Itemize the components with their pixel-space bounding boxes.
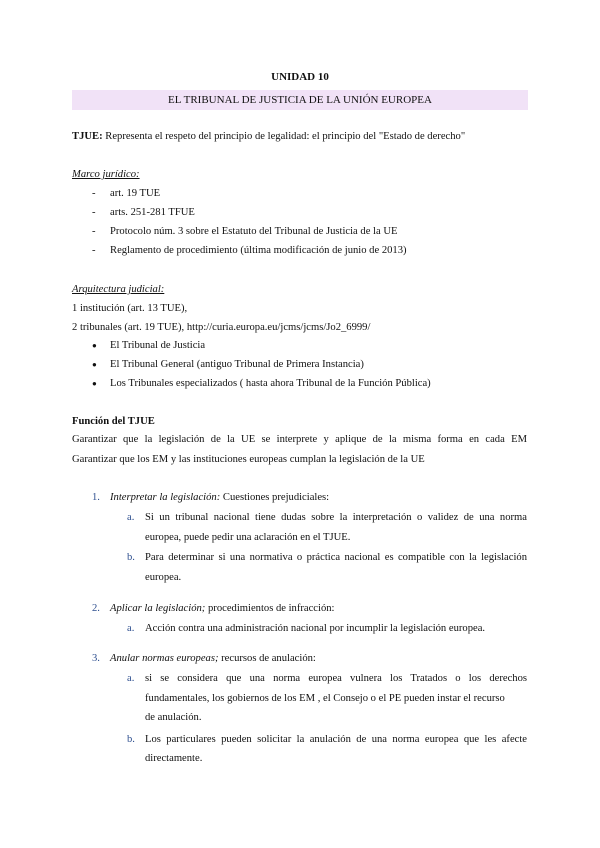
section-subtitle: Cuestiones prejudiciales: (222, 492, 330, 503)
sub-item-line: europea. (145, 572, 182, 583)
section-title: Anular normas europeas; (110, 653, 219, 664)
sub-item-line: Los particulares pueden solicitar la anulación de una norma europea que les afecte (145, 734, 527, 745)
section-number: 3. (92, 653, 100, 664)
section-subtitle: procedimientos de infracción: (208, 603, 335, 614)
section-subtitle: recursos de anulación: (221, 653, 316, 664)
arquitectura-title: Arquitectura judicial: (72, 284, 165, 295)
dash-marker: - (92, 188, 96, 199)
sub-item-line: Para determinar si una normativa o práctica nacional es compatible con la legislación (145, 552, 527, 563)
funcion-line-1: Garantizar que la legislación de la UE se interprete y aplique de la misma forma en cada EM (72, 434, 527, 445)
marco-item-text: Protocolo núm. 3 sobre el Estatuto del Tribunal de Justicia de la UE (110, 226, 398, 237)
arquitectura-line-1: 1 institución (art. 13 TUE), (72, 303, 188, 314)
marco-item-text: Reglamento de procedimiento (última modificación de junio de 2013) (110, 245, 407, 256)
intro-paragraph (72, 130, 465, 144)
bullet-marker: ● (92, 379, 97, 388)
intro-label: TJUE: (72, 131, 103, 142)
sub-item-line: si se considera que una norma europea vulnera los Tratados o los derechos (145, 673, 527, 684)
sub-letter: a. (127, 673, 135, 684)
dash-marker: - (92, 207, 96, 218)
section-number: 1. (92, 492, 100, 503)
arquitectura-line-2: 2 tribunales (art. 19 TUE), http://curia.europa.eu/jcms/jcms/Jo2_6999/ (72, 322, 371, 333)
intro-text: Representa el respeto del principio de legalidad: el principio del "Estado de derecho" (105, 131, 466, 142)
sub-item-line: de anulación. (145, 712, 202, 723)
section-title: Interpretar la legislación: (110, 492, 221, 503)
bullet-marker: ● (92, 360, 97, 369)
funcion-title: Función del TJUE (72, 416, 155, 427)
section-title: Aplicar la legislación; (110, 603, 206, 614)
arquitectura-item-text: El Tribunal General (antiguo Tribunal de Primera Instancia) (110, 359, 364, 370)
marco-title: Marco jurídico: (72, 169, 140, 180)
sub-letter: b. (127, 552, 135, 563)
sub-item-line: fundamentales, los gobiernos de los EM , el Consejo o el PE pueden instar el recurso (145, 693, 505, 704)
unit-heading: UNIDAD 10 (271, 71, 329, 83)
marco-item-text: art. 19 TUE (110, 188, 161, 199)
sub-item-line: Si un tribunal nacional tiene dudas sobre la interpretación o validez de una norma (145, 512, 527, 523)
dash-marker: - (92, 245, 96, 256)
section-number: 2. (92, 603, 100, 614)
sub-letter: a. (127, 512, 135, 523)
sub-item-line: directamente. (145, 753, 203, 764)
sub-letter: a. (127, 623, 135, 634)
sub-item-line: Acción contra una administración nacional por incumplir la legislación europea. (145, 623, 486, 634)
dash-marker: - (92, 226, 96, 237)
arquitectura-item-text: El Tribunal de Justicia (110, 340, 206, 351)
arquitectura-item-text: Los Tribunales especializados ( hasta ahora Tribunal de la Función Pública) (110, 378, 431, 389)
bullet-marker: ● (92, 341, 97, 350)
marco-item-text: arts. 251-281 TFUE (110, 207, 195, 218)
sub-item-line: europea, puede pedir una aclaración en el TJUE. (145, 532, 351, 543)
document-subtitle: EL TRIBUNAL DE JUSTICIA DE LA UNIÓN EUROPEA (72, 90, 528, 110)
funcion-line-2: Garantizar que los EM y las instituciones europeas cumplan la legislación de la UE (72, 454, 425, 465)
sub-letter: b. (127, 734, 135, 745)
